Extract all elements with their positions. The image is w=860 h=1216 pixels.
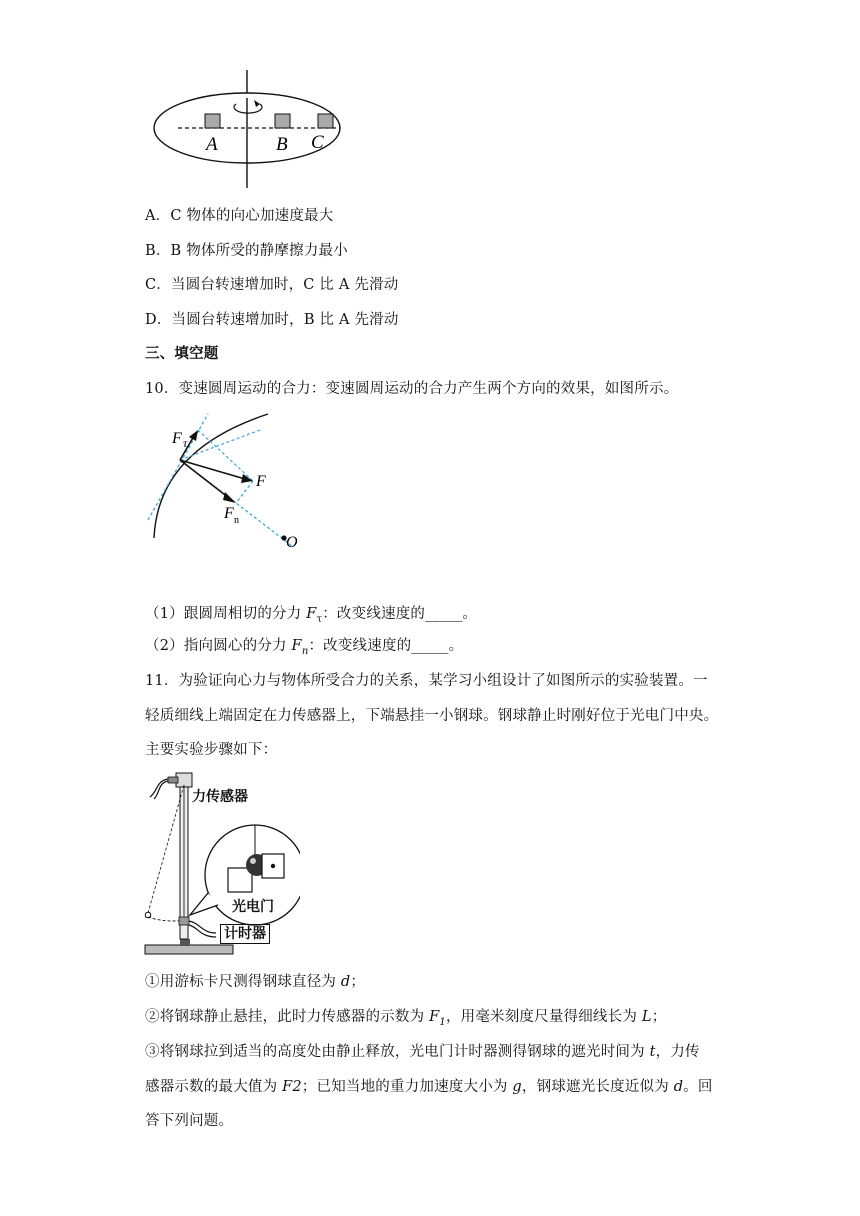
- label-fn: F: [224, 505, 234, 522]
- q11-step1-end: ；: [350, 974, 366, 990]
- q11-stem-line3: 主要实验步骤如下：: [145, 742, 278, 758]
- q11-step3-l2-v3: d: [673, 1079, 684, 1095]
- q11-step3-l2-d: 。回: [683, 1079, 713, 1095]
- label-c: C: [311, 132, 324, 153]
- q11-step3-line2: [145, 1077, 713, 1097]
- q11-stem-line2: 轻质细线上端固定在力传感器上，下端悬挂一小钢球。钢球静止时刚好位于光电门中央。: [145, 708, 719, 724]
- q11-step3-l2-v1: F2: [282, 1079, 302, 1095]
- q11-step1-var: d: [340, 974, 351, 990]
- q11-step3-line1: [145, 1042, 700, 1062]
- q11-step3-a: ③将钢球拉到适当的高度处由静止释放，光电门计时器测得钢球的遮光时间为: [145, 1044, 650, 1060]
- q11-step2-v2: L: [641, 1009, 652, 1025]
- q11-step2-v1: F: [429, 1009, 440, 1025]
- label-timer: 计时器: [220, 924, 270, 944]
- q10-sub1-var: F: [306, 606, 317, 622]
- label-o: O: [286, 534, 298, 551]
- q11-step2-v1sub: 1: [439, 1016, 446, 1028]
- label-force-sensor: 力传感器: [192, 789, 248, 805]
- turntable-figure: [150, 68, 350, 190]
- label-photogate: 光电门: [232, 899, 274, 915]
- q11-step3-l2-v2: g: [512, 1079, 522, 1095]
- q10-sub1-suffix: ：改变线速度的_____。: [322, 606, 478, 622]
- q11-step3-l2-a: 感器示数的最大值为: [145, 1079, 283, 1095]
- q10-sub2-var: F: [291, 638, 302, 654]
- label-fn-sub: n: [234, 515, 239, 526]
- q10-sub1: [145, 604, 477, 630]
- q11-step3-line3: 答下列问题。: [145, 1113, 234, 1129]
- q11-stem-line1: 11．为验证向心力与物体所受合力的关系，某学习小组设计了如图所示的实验装置。一: [145, 673, 708, 689]
- q11-step2: [145, 1007, 666, 1033]
- q11-step1: [145, 972, 365, 992]
- q11-step3-var: t: [649, 1044, 656, 1060]
- q11-step3-l2-c: ，钢球遮光长度近似为: [521, 1079, 674, 1095]
- label-f: F: [256, 473, 266, 490]
- force-decomposition-figure: [140, 410, 320, 555]
- q11-step1-text: ①用游标卡尺测得钢球直径为: [145, 974, 341, 990]
- label-f-tau-sub: τ: [183, 436, 188, 450]
- q10-sub2-suffix: ：改变线速度的_____。: [308, 638, 464, 654]
- q11-step2-a: ②将钢球静止悬挂，此时力传感器的示数为: [145, 1009, 430, 1025]
- option-a: A．C 物体的向心加速度最大: [145, 208, 334, 224]
- q10-sub1-prefix: （1）跟圆周相切的分力: [145, 606, 307, 622]
- q10-sub1-sub: τ: [316, 613, 323, 625]
- q10-sub2-prefix: （2）指向圆心的分力: [145, 638, 292, 654]
- q11-step2-b: ，用毫米刻度尺量得细线长为: [445, 1009, 642, 1025]
- section-title: 三、填空题: [145, 345, 219, 362]
- q11-step3-l2-b: ；已知当地的重力加速度大小为: [301, 1079, 513, 1095]
- label-a: A: [206, 134, 218, 155]
- q10-stem: 10．变速圆周运动的合力：变速圆周运动的合力产生两个方向的效果，如图所示。: [145, 381, 679, 397]
- option-d: D．当圆台转速增加时，B 比 A 先滑动: [145, 312, 399, 328]
- q11-step3-b: ，力传: [655, 1044, 700, 1060]
- option-b: B．B 物体所受的静摩擦力最小: [145, 243, 348, 259]
- q11-step2-c: ；: [651, 1009, 667, 1025]
- q10-sub2-sub: n: [301, 645, 309, 657]
- label-b: B: [276, 134, 288, 155]
- q10-sub2: [145, 636, 463, 662]
- label-f-tau: F: [172, 430, 182, 447]
- option-c: C．当圆台转速增加时，C 比 A 先滑动: [145, 277, 399, 293]
